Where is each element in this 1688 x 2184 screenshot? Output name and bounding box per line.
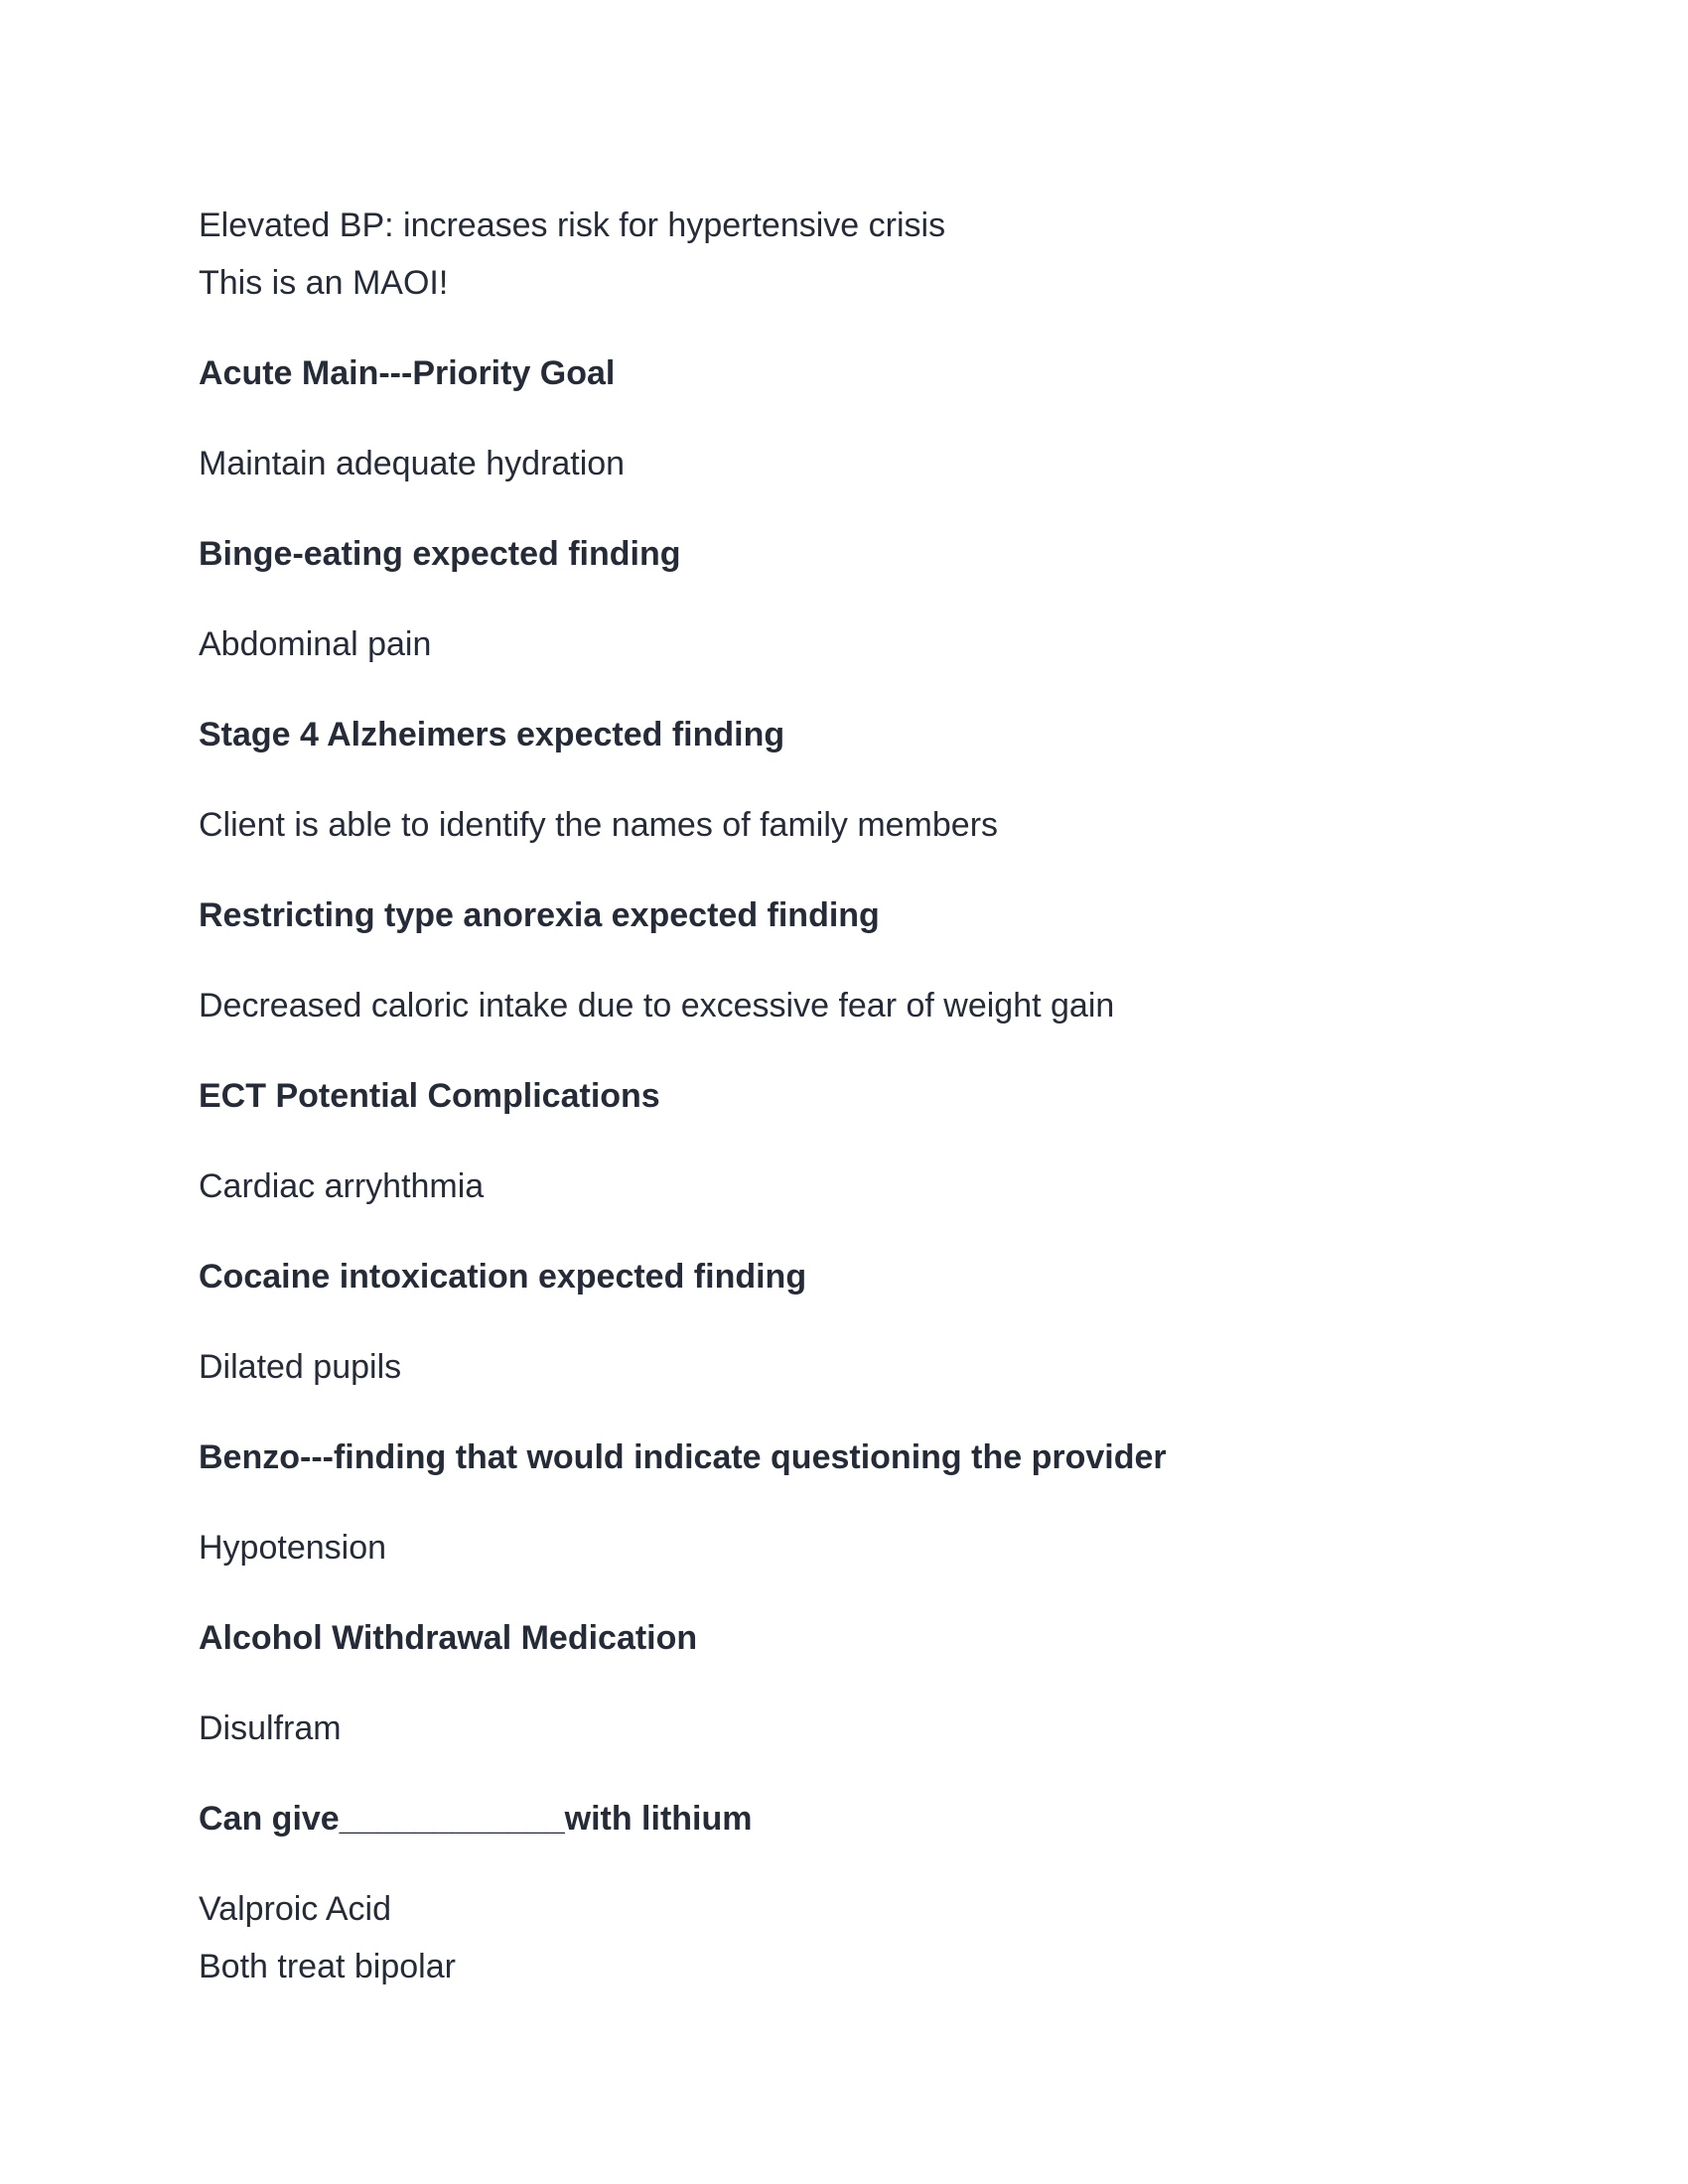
answer-text: Both treat bipolar [199, 1948, 456, 1985]
answer-text: Disulfram [199, 1709, 342, 1747]
answer-text: Valproic Acid [199, 1890, 392, 1928]
answer-text: Client is able to identify the names of family members [199, 806, 999, 844]
answer-text: Decreased caloric intake due to excessive fear of weight gain [199, 987, 1115, 1024]
answer-text: Hypotension [199, 1529, 387, 1567]
question-heading: Alcohol Withdrawal Medication [199, 1619, 698, 1657]
intro-line: This is an MAOI! [199, 264, 449, 302]
intro-line: Elevated BP: increases risk for hypertensive crisis [199, 206, 946, 244]
question-heading: Restricting type anorexia expected finding [199, 896, 880, 934]
answer-text: Maintain adequate hydration [199, 445, 626, 482]
question-heading: Can give____________with lithium [199, 1800, 753, 1838]
question-heading: Acute Main---Priority Goal [199, 354, 616, 392]
answer-text: Abdominal pain [199, 625, 432, 663]
question-heading: Benzo---finding that would indicate questioning the provider [199, 1438, 1167, 1476]
question-heading: Stage 4 Alzheimers expected finding [199, 716, 785, 753]
page-content [199, 197, 1489, 1995]
question-heading: ECT Potential Complications [199, 1077, 660, 1115]
question-heading: Binge-eating expected finding [199, 535, 681, 573]
question-heading: Cocaine intoxication expected finding [199, 1258, 807, 1296]
answer-text: Cardiac arryhthmia [199, 1167, 485, 1205]
answer-text: Dilated pupils [199, 1348, 402, 1386]
